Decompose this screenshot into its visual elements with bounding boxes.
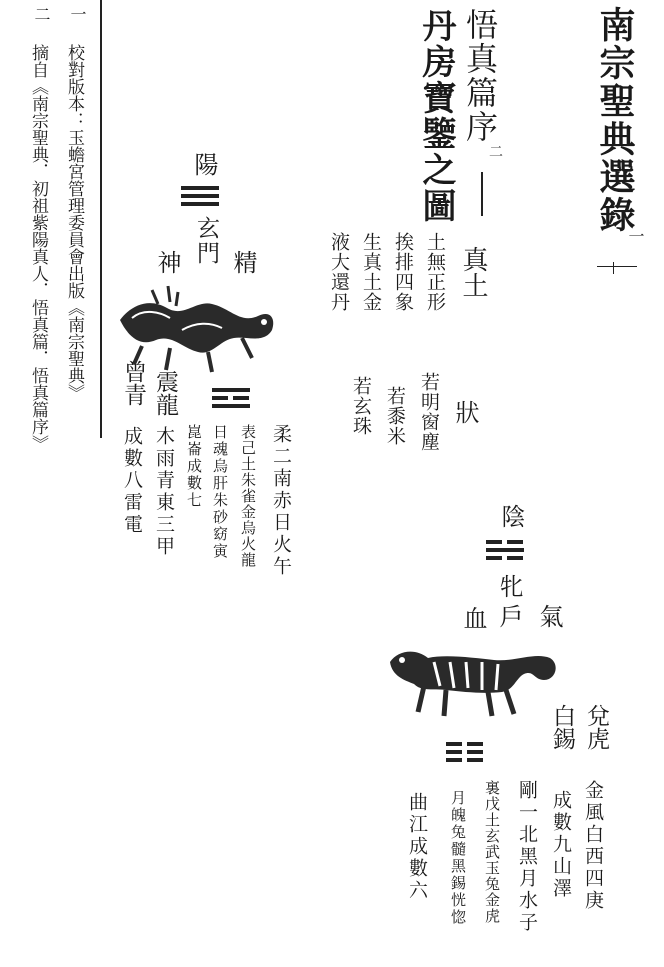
footnote-2-number: 二 <box>32 6 51 22</box>
yin-subtitle-2: 兌虎 <box>583 704 609 750</box>
series-rule-2 <box>597 266 637 267</box>
yang-spirit: 神 <box>153 250 181 274</box>
center-title: 真土 <box>458 246 488 298</box>
series-title: 南宗聖典選錄 <box>594 6 636 234</box>
yang-column-3: 崑崙成數七 <box>185 424 203 509</box>
series-rule-1 <box>613 262 614 274</box>
footnote-2-text: 摘自《南宗聖典．初祖紫陽真人．悟真篇．悟真篇序》 <box>28 44 48 452</box>
center-column-1: 土無正形 <box>424 232 446 312</box>
yin-subtitle-1: 白錫 <box>549 704 575 750</box>
qian-trigram-icon <box>181 186 219 210</box>
yin-column-5: 成數九山澤 <box>550 790 572 900</box>
yang-column-5: 表己土朱雀金烏火龍 <box>239 424 257 568</box>
section-page-number: 二 <box>487 144 503 158</box>
yin-door: 戶 <box>495 604 523 628</box>
yang-essence: 精 <box>229 250 257 274</box>
center-label-shape: 狀 <box>451 400 479 424</box>
center-column-4: 液大還丹 <box>328 232 350 312</box>
tiger-icon <box>384 640 564 720</box>
yang-subtitle-2: 震龍 <box>152 370 178 416</box>
li-trigram-icon <box>212 388 250 412</box>
center-shape-2: 若黍米 <box>384 386 406 446</box>
series-page-number: 一 <box>626 228 645 244</box>
yin-label: 陰 <box>497 504 525 528</box>
center-shape-3: 若玄珠 <box>350 376 372 436</box>
yang-label: 陽 <box>190 152 218 176</box>
yin-qi: 氣 <box>535 604 563 628</box>
yin-female: 牝 <box>495 574 523 598</box>
footnote-divider <box>100 0 102 438</box>
yang-column-6: 柔二南赤日火午 <box>270 424 292 578</box>
section-rule <box>481 172 483 216</box>
center-column-2: 挨排四象 <box>392 232 414 312</box>
yin-column-3: 裏戊土玄武玉兔金虎 <box>483 780 501 924</box>
yin-column-4: 剛一北黑月水子 <box>516 780 538 934</box>
footnote-1-number: 一 <box>68 6 87 22</box>
yang-subtitle-1: 曾青 <box>120 360 146 406</box>
kan-trigram-icon <box>486 540 524 564</box>
kun-trigram-icon <box>446 742 483 766</box>
yang-column-4: 日魂烏肝朱砂窈寅 <box>211 424 229 560</box>
yin-column-6: 金風白西四庚 <box>582 780 604 912</box>
yin-column-2: 月魄兔髓黑錫恍惚 <box>449 790 467 926</box>
yang-mystic-gate: 玄門 <box>193 216 219 266</box>
yang-column-2: 木雨青東三甲 <box>153 426 175 558</box>
center-shape-1: 若明窗塵 <box>418 372 440 452</box>
footnote-1-text: 校對版本：玉蟾宮管理委員會出版《南宗聖典》 <box>64 44 84 401</box>
center-column-3: 生真土金 <box>360 232 382 312</box>
section-title: 悟真篇序 <box>461 8 499 144</box>
yin-column-1: 曲江成數六 <box>406 792 428 902</box>
yang-column-1: 成數八雷電 <box>121 426 143 536</box>
yin-blood: 血 <box>459 606 487 630</box>
diagram-title: 丹房寶鑒之圖 <box>416 8 456 224</box>
